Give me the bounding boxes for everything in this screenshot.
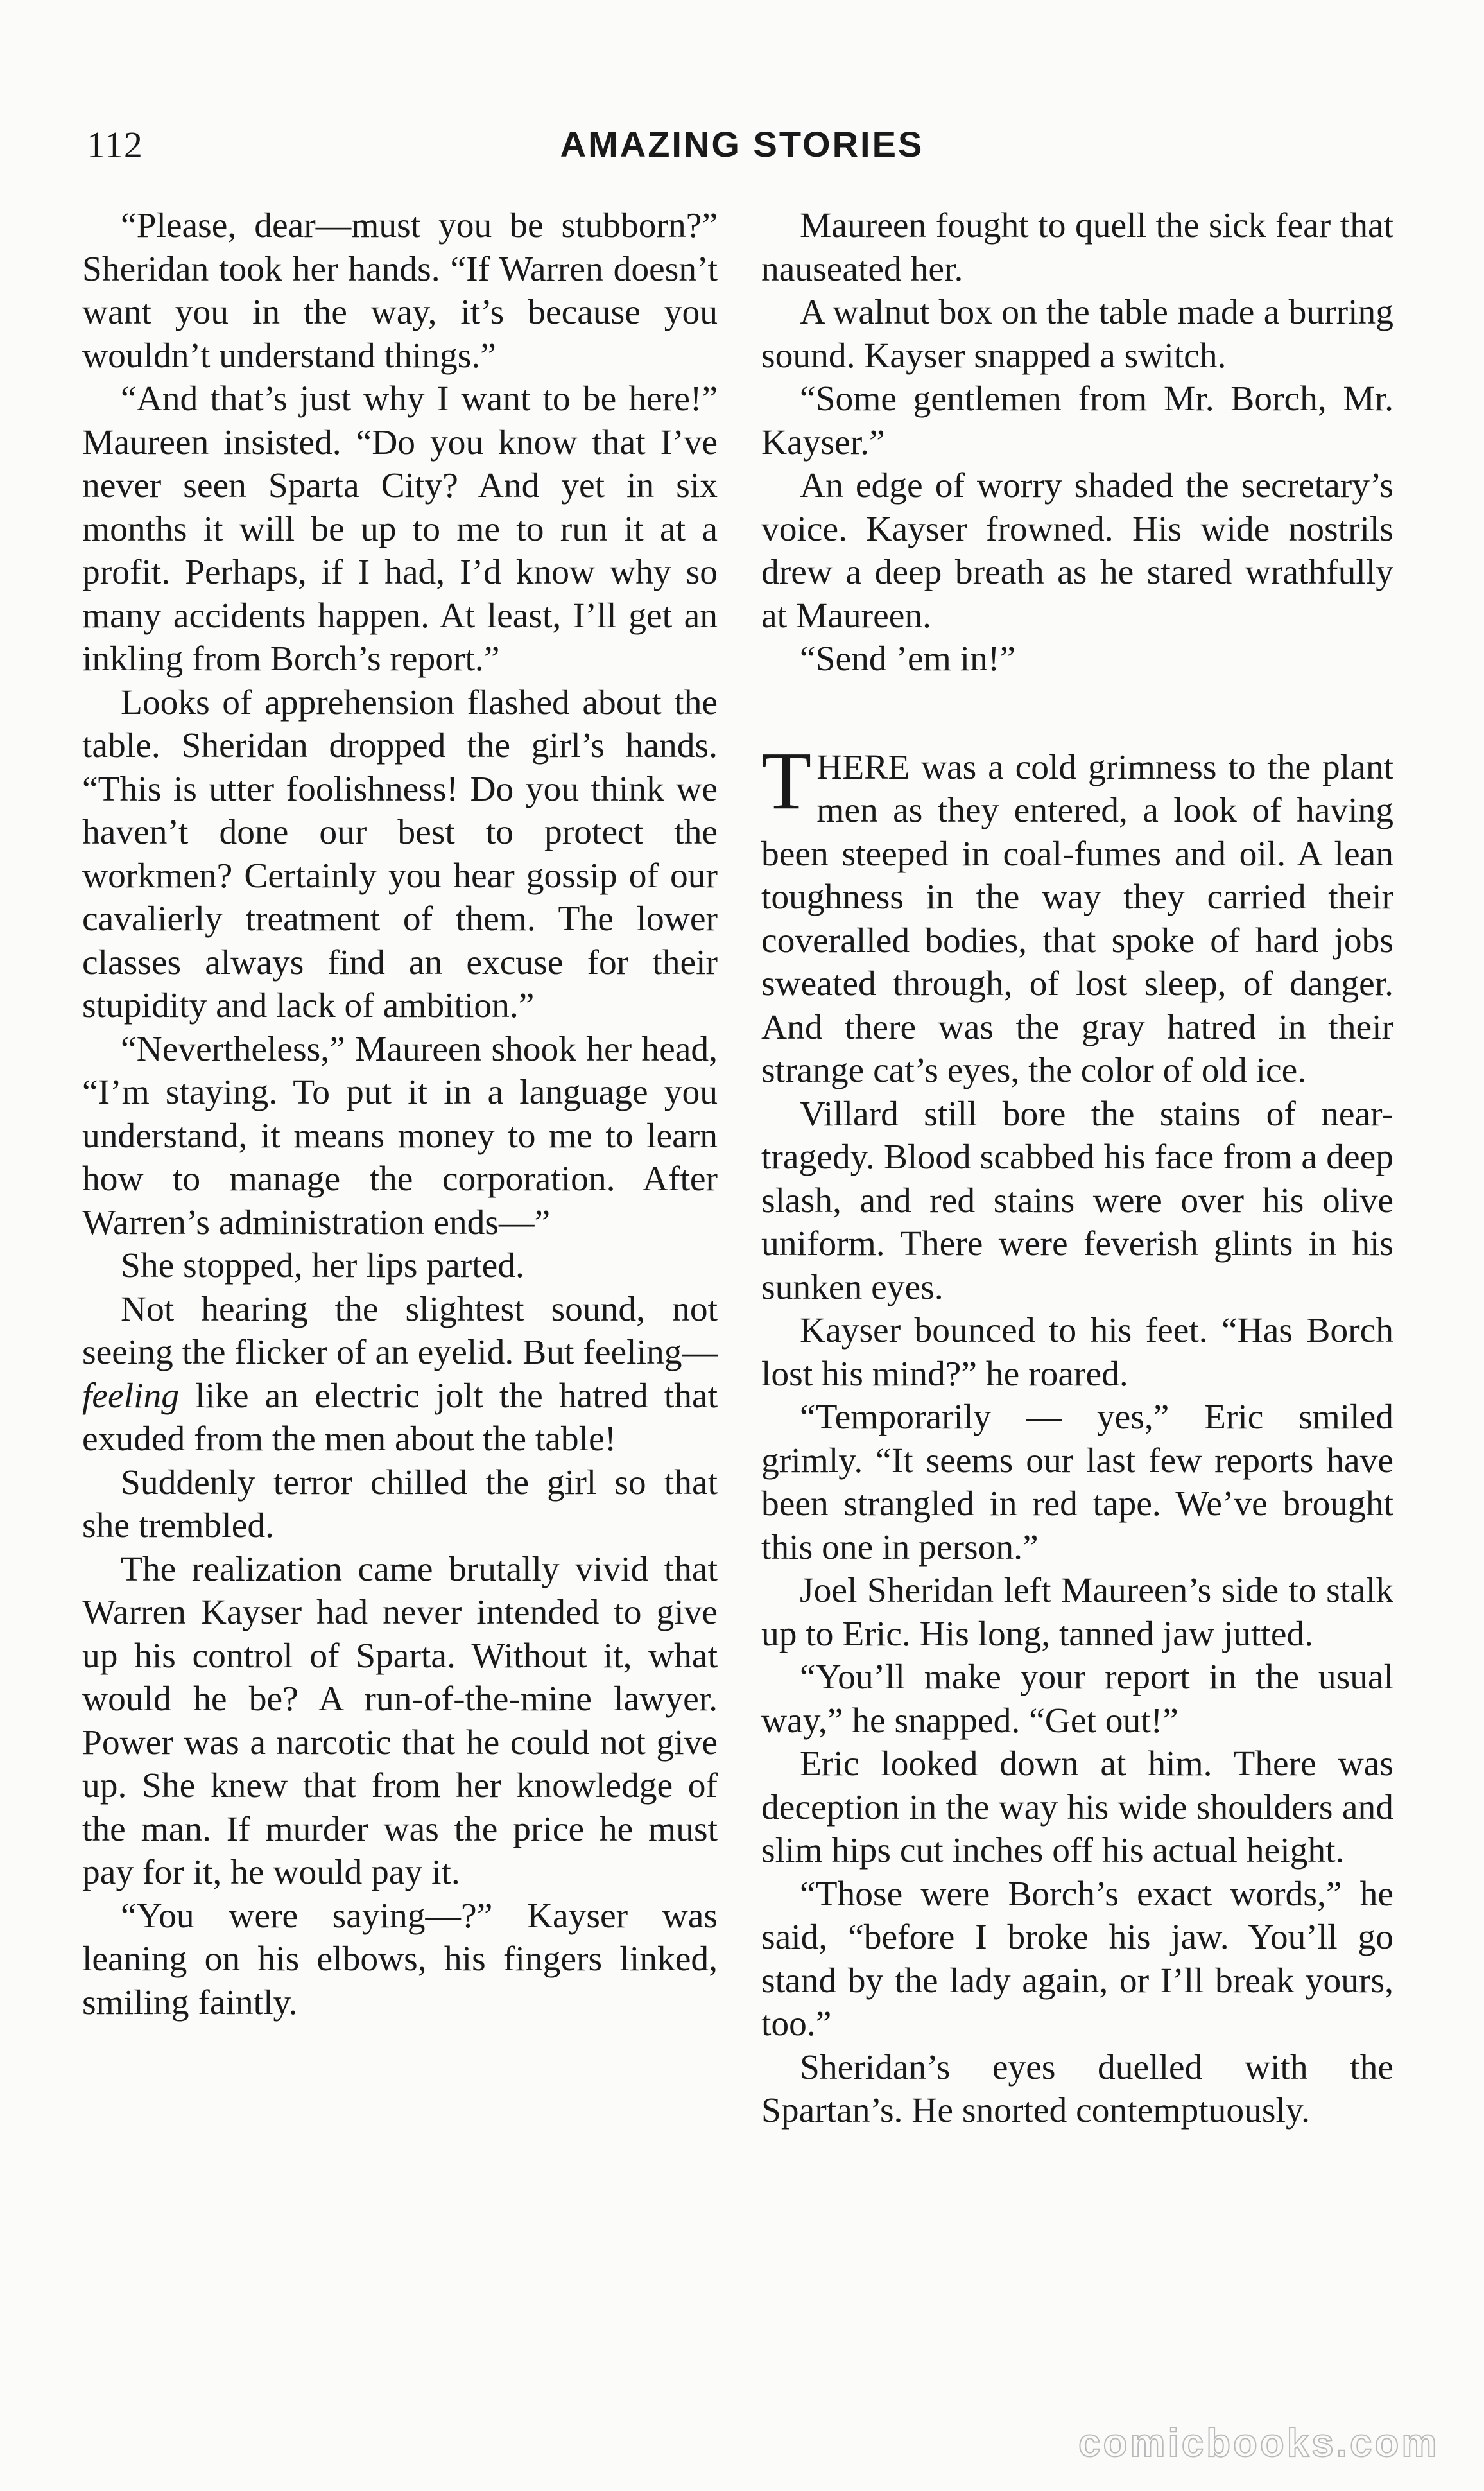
paragraph: “You’ll make your report in the usual way,” he snapped. “Get out!” <box>761 1658 1393 1740</box>
text-run: like an electric jolt the hatred that exuded from the men about the table! <box>82 1376 718 1459</box>
paragraph: The realization came brutally vivid that Warren Kayser had never intended to give up his control of Sparta. Without it, what would he be? A run-of-the-mine lawyer. Power was a narcotic that he could not give up. She knew that from her knowledge of the man. If murder was the price he must pay for it, he would pay it. <box>82 1549 718 1892</box>
paragraph: “Please, dear—must you be stubborn?” Sheridan took her hands. “If Warren doesn’t want you in the way, it’s because you wouldn’t understand things.” <box>82 206 718 376</box>
watermark: comicbooks.com <box>1078 2421 1440 2465</box>
paragraph: Sheridan’s eyes duelled with the Spartan’s. He snorted contemptuously. <box>761 2047 1393 2130</box>
paragraph: Villard still bore the stains of near-tragedy. Blood scabbed his face from a deep slash, and red stains were over his olive uniform. There were feverish glints in his sunken eyes. <box>761 1094 1393 1307</box>
text-run: HERE was a cold grimness to the plant men as they entered, a look of having been steeped in coal-fumes and oil. A lean toughness in the way they carried their coveralled bodies, that spoke of hard jobs sweated through, of lost sleep, of danger. And there was the gray hatred in their strange cat’s eyes, the color of old ice. <box>761 747 1393 1090</box>
paragraph: Joel Sheridan left Maureen’s side to stalk up to Eric. His long, tanned jaw jutted. <box>761 1571 1393 1654</box>
paragraph: “Send ’em in!” <box>800 639 1015 679</box>
paragraph: “Those were Borch’s exact words,” he said, “before I broke his jaw. You’ll go stand by the lady again, or I’ll break yours, too.” <box>761 1874 1393 2044</box>
paragraph: Kayser bounced to his feet. “Has Borch lost his mind?” he roared. <box>761 1311 1393 1394</box>
paragraph: Looks of apprehension flashed about the table. Sheridan dropped the girl’s hands. “This is utter foolishness! Do you think we haven’t done our best to protect the workmen? Certainly you hear gossip of our cavalierly treatment of them. The lower classes always find an excuse for their stupidity and lack of ambition.” <box>82 682 718 1025</box>
running-header: AMAZING STORIES <box>560 124 924 164</box>
text-run: Not hearing the slightest sound, not seeing the flicker of an eyelid. But feeling— <box>82 1289 718 1372</box>
italic-emphasis: feeling <box>82 1376 180 1416</box>
paragraph: She stopped, her lips parted. <box>121 1246 524 1285</box>
paragraph <box>82 1288 718 1461</box>
left-column <box>82 204 718 2024</box>
section-opening-paragraph <box>761 734 1393 1093</box>
paragraph: “You were saying—?” Kayser was leaning on his elbows, his fingers linked, smiling faintly. <box>82 1896 718 2022</box>
paragraph: “Nevertheless,” Maureen shook her head, “I’m staying. To put it in a language you understand, it means money to me to learn how to manage the corporation. After Warren’s administration ends—” <box>82 1029 718 1242</box>
right-column <box>761 204 1393 2133</box>
drop-cap: T <box>761 734 812 826</box>
paragraph: Eric looked down at him. There was deception in the way his wide shoulders and slim hips cut inches off his actual height. <box>761 1744 1393 1870</box>
paragraph: Suddenly terror chilled the girl so that she trembled. <box>82 1462 718 1545</box>
paragraph: “Some gentlemen from Mr. Borch, Mr. Kayser.” <box>761 379 1393 462</box>
paragraph: A walnut box on the table made a burring sound. Kayser snapped a switch. <box>761 293 1393 376</box>
paragraph: An edge of worry shaded the secretary’s voice. Kayser frowned. His wide nostrils drew a deep breath as he stared wrathfully at Maureen. <box>761 466 1393 636</box>
page-number: 112 <box>87 124 143 166</box>
paragraph: Maureen fought to quell the sick fear that nauseated her. <box>761 206 1393 289</box>
paragraph: “Temporarily — yes,” Eric smiled grimly. “It seems our last few reports have been strangled in red tape. We’ve brought this one in person.” <box>761 1398 1393 1567</box>
paragraph: “And that’s just why I want to be here!” Maureen insisted. “Do you know that I’ve never seen Sparta City? And yet in six months it will be up to me to run it at a profit. Perhaps, if I had, I’d know why so many accidents happen. At least, I’ll get an inkling from Borch’s report.” <box>82 379 718 679</box>
